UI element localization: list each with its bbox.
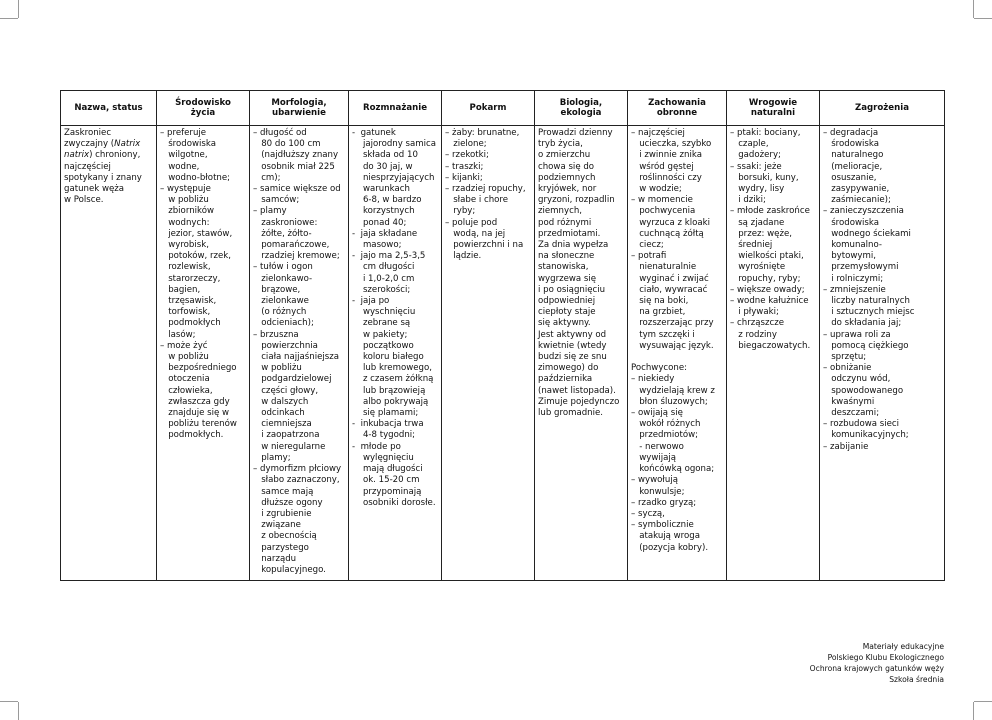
cell-wrogowie: [727, 126, 820, 581]
cell-nazwa: [61, 126, 157, 581]
cell-zachowania: [628, 126, 727, 581]
cell-srodowisko: [157, 126, 250, 581]
cell-morfologia: [250, 126, 349, 581]
header-label: Morfologia, ubarwienie: [271, 97, 327, 118]
footer-line: Ochrona krajowych gatunków węży: [809, 664, 944, 673]
header-srodowisko: [157, 91, 250, 126]
morfologia-text: – długość od 80 do 100 cm (najdłuższy znany osobnik miał 225 cm); – samice większe od samców; – plamy zaskroniowe: żółte, żółto- pomarańczowe, rzadziej kremowe; – tułów i ogon zielonkawo- brązowe, zielonkawe (o różnych odcieniach); – brzuszna powierzchnia ciała najjaśniejsza w pobliżu podgardzielowej części głowy, w dalszych odcinkach ciemniejsza i zaopatrzona w nieregularne plamy; – dymorfizm płciowy słabo zaznaczony, samce mają dłuższe ogony i zgrubienie związane z obecnością parzystego narządu kopulacyjnego.: [253, 128, 342, 575]
nazwa-text: [64, 128, 154, 206]
crop-mark: [0, 701, 18, 702]
table-row: [61, 126, 945, 581]
wrogowie-text: – ptaki: bociany, czaple, gadożery; – ssaki: jeże borsuki, kuny, wydry, lisy i dziki; – młode zaskrońce są zjadane przez: węże, średniej wielkości ptaki, wyrośnięte ropuchy, ryby; – większe owady; – wodne kałużnice i pływaki; – chrząszcze z rodziny biegaczowatych.: [730, 128, 811, 351]
footer-line: Szkoła średnia: [889, 675, 944, 684]
crop-mark: [974, 18, 992, 19]
footer-line: Polskiego Klubu Ekologicznego: [827, 653, 944, 662]
rozmnazanie-text: - gatunek jajorodny samica składa od 10 do 30 jaj, w niesprzyjających warunkach 6-8, w bardzo korzystnych ponad 40; - jaja składane masowo; - jajo ma 2,5-3,5 cm długości i 1,0-2,0 cm szerokości; - jaja po wyschnięciu zebrane są w pakiety; początkowo koloru białego lub kremowego, z czasem żółkną lub brązowieją albo pokrywają się plamami; - inkubacja trwa 4-8 tygodni; - młode po wylęgnięciu mają długości ok. 15-20 cm przypominają osobniki dorosłe.: [352, 128, 437, 508]
crop-mark: [973, 0, 974, 18]
header-label: Biologia, ekologia: [559, 97, 603, 118]
nazwa-pre: Zaskroniec zwyczajny (: [64, 128, 115, 150]
zachowania-text: – najczęściej ucieczka, szybko i zwinnie znika wśród gęstej roślinności czy w wodzie; – w momencie pochwycenia wyrzuca z kloaki cuchnącą żółtą ciecz; – potrafi nienaturalnie wyginać i zwijać ciało, wywracać się na boki, na grzbiet, rozszerzając przy tym szczęki i wysuwając język. Pochwycone: – niekiedy wydzielają krew z błon śluzowych; – owijają się wokół różnych przedmiotów; - nerwowo wywijają końcówką ogona; – wywołują konwulsje; – rzadko gryzą; – syczą, – symbolicznie atakują wroga (pozycja kobry).: [631, 128, 715, 553]
crop-mark: [0, 18, 18, 19]
cell-zagrozenia: [820, 126, 945, 581]
cell-pokarm: [442, 126, 535, 581]
nazwa-post: ) chroniony, najczęściej spotykany i znany gatunek węża w Polsce.: [64, 150, 142, 206]
header-morfologia: [250, 91, 349, 126]
header-label: Rozmnażanie: [362, 102, 428, 113]
latin-name: Natrix natrix: [64, 139, 141, 161]
biologia-text: Prowadzi dzienny tryb życia, o zmierzchu chowa się do podziemnych kryjówek, nor gryzoni, rozpadlin ziemnych, pod różnymi przedmiotami. Za dnia wypełza na słoneczne stanowiska, wygrzewa się i po osiągnięciu odpowiedniej ciepłoty staje się aktywny. Jest aktywny od kwietnie (wtedy budzi się ze snu zimowego) do października (nawet listopada). Zimuje pojedynczo lub gromadnie.: [538, 128, 620, 419]
header-zachowania: [628, 91, 727, 126]
header-label: Środowisko życia: [175, 97, 231, 118]
cell-rozmnazanie: [349, 126, 442, 581]
header-row: [61, 91, 945, 126]
pokarm-text: – żaby: brunatne, zielone; – rzekotki; – traszki; – kijanki; – rzadziej ropuchy, słabe i chore ryby; – poluje pod wodą, na jej powierzchni i na lądzie.: [445, 128, 526, 262]
cell-biologia: [535, 126, 628, 581]
srodowisko-text: – preferuje środowiska wilgotne, wodne, wodno-błotne; – występuje w pobliżu zbiorników wodnych: jezior, stawów, wyrobisk, potoków, rzek, rozlewisk, starorzeczy, bagien, trzęsawisk, torfowisk, podmokłych lasów; – może żyć w pobliżu bezpośredniego otoczenia człowieka, zwłaszcza gdy znajduje się w pobliżu terenów podmokłych.: [160, 128, 237, 441]
header-zagrozenia: [820, 91, 945, 126]
crop-mark: [18, 0, 19, 18]
header-label: Pokarm: [469, 102, 507, 113]
crop-mark: [18, 702, 19, 720]
header-label: Zagrożenia: [854, 102, 910, 113]
header-pokarm: [442, 91, 535, 126]
crop-mark: [973, 702, 974, 720]
footer-credits: [810, 641, 944, 685]
header-biologia: [535, 91, 628, 126]
header-label: Nazwa, status: [74, 102, 143, 113]
header-label: Wrogowie naturalni: [748, 97, 798, 118]
footer-line: Materiały edukacyjne: [862, 642, 944, 651]
header-nazwa: [61, 91, 157, 126]
zagrozenia-text: – degradacja środowiska naturalnego (melioracje, osuszanie, zasypywanie, zaśmiecanie); – zanieczyszczenia środowiska wodnego ściekami komunalno- bytowymi, przemysłowymi i rolniczymi; – zmniejszenie liczby naturalnych i sztucznych miejsc do składania jaj; – uprawa roli za pomocą ciężkiego sprzętu; – obniżanie odczynu wód, spowodowanego kwaśnymi deszczami; – rozbudowa sieci komunikacyjnych; – zabijanie: [823, 128, 915, 452]
header-label: Zachowania obronne: [648, 97, 706, 118]
species-table: [60, 90, 945, 581]
crop-mark: [974, 701, 992, 702]
header-wrogowie: [727, 91, 820, 126]
header-rozmnazanie: [349, 91, 442, 126]
